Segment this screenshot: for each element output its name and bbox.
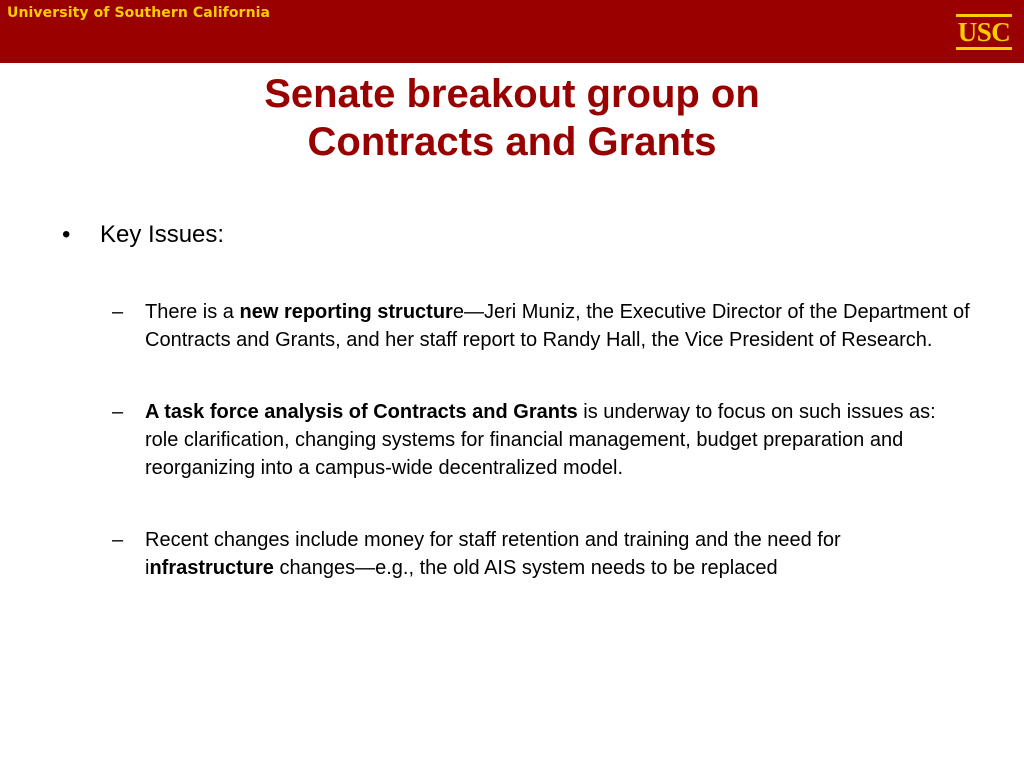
sub-issue-text-post: e—Jeri Muniz, the Executive Director of the Department of Contracts and Grants, and her staff report to Randy Hall, the Vice President of Research. bbox=[145, 301, 970, 351]
sub-issue-list bbox=[112, 298, 972, 626]
sub-issue-text-post: changes—e.g., the old AIS system needs to be replaced bbox=[273, 557, 778, 579]
slide-title bbox=[0, 70, 1024, 166]
sub-issue-text-bold: nfrastructure bbox=[149, 557, 274, 579]
sub-issue-task-force bbox=[112, 398, 972, 482]
university-name: University of Southern California bbox=[7, 5, 271, 21]
dash-marker: – bbox=[112, 529, 124, 551]
usc-logo-text: USC bbox=[957, 17, 1011, 47]
sub-issue-text-bold: new reporting structur bbox=[239, 301, 453, 323]
bullet-marker: • bbox=[62, 221, 71, 248]
slide-title-line-2: Contracts and Grants bbox=[307, 120, 717, 164]
sub-issue-text-pre: Recent changes include money for staff retention and training and the need for i bbox=[145, 529, 841, 579]
sub-issue-reporting-structure bbox=[112, 298, 972, 354]
dash-marker: – bbox=[112, 401, 124, 423]
dash-marker: – bbox=[112, 301, 124, 323]
key-issues-label: Key Issues: bbox=[100, 221, 225, 248]
sub-issue-recent-changes bbox=[112, 526, 972, 582]
sub-issue-text-post: is underway to focus on such issues as: role clarification, changing systems for financial management, budget preparation and reorganizing into a campus-wide decentralized model. bbox=[145, 401, 936, 479]
header-bar bbox=[0, 0, 1024, 63]
slide-title-line-1: Senate breakout group on bbox=[264, 72, 760, 116]
usc-logo bbox=[956, 14, 1012, 50]
sub-issue-text-pre: There is a bbox=[145, 301, 240, 323]
key-issues-bullet bbox=[62, 220, 224, 250]
sub-issue-text-bold: A task force analysis of Contracts and Grants bbox=[145, 401, 578, 423]
